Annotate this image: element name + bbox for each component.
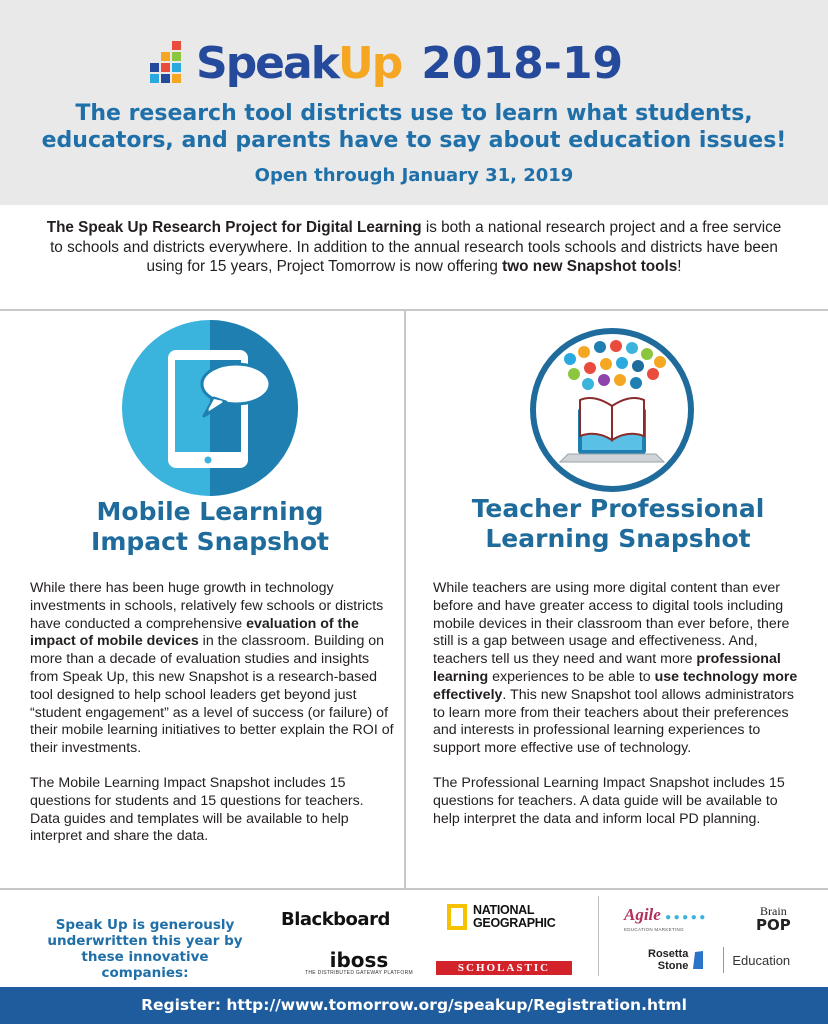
rosetta-divider — [723, 947, 724, 973]
rosetta-line2: Stone — [657, 960, 689, 972]
teacher-paragraph-1 — [433, 580, 805, 758]
mobile-tablet-icon — [122, 320, 298, 496]
open-date: Open through January 31, 2019 — [254, 165, 574, 186]
register-footer[interactable]: Register: http://www.tomorrow.org/speakup/Registration.html — [0, 987, 828, 1024]
logo-wordmark — [196, 38, 402, 89]
iboss-name: iboss — [329, 948, 389, 972]
iboss-logo — [305, 950, 413, 976]
intro-emphasis: two new Snapshot tools — [502, 258, 678, 275]
rosetta-name — [648, 948, 688, 972]
teacher-description — [433, 580, 805, 845]
mobile-title-line1: Mobile Learning — [96, 497, 324, 526]
sponsor-label: Speak Up is generously underwritten this year by these innovative companies: — [47, 917, 243, 981]
intro-text: is both a national research project and a free service to schools and districts everywhere. In addition to the annual research tools schools and districts have been using for 15 years, Project Tomorrow is now offering — [50, 219, 782, 275]
mobile-paragraph-2: The Mobile Learning Impact Snapshot includes 15 questions for students and 15 questions for teachers. Data guides and templates will be available to help interpret and share the data. — [30, 774, 364, 845]
intro-paragraph — [40, 218, 788, 277]
agile-logo — [624, 906, 705, 932]
agile-name — [624, 906, 705, 927]
rosetta-line1: Rosetta — [648, 948, 689, 960]
mobile-p1-text-2: in the classroom. Building on more than a decade of evaluation studies and insights from Speak Up, this new Snapshot is a research-based tool designed to help school leaders get beyond just “student engagement” as a level of success (or failure) of their mobile learning initiatives to better explain the ROI of their investments. — [30, 633, 394, 757]
natgeo-text — [473, 904, 555, 930]
agile-dots-icon: ● ● ● ● ● — [665, 912, 706, 923]
mobile-p1-emphasis: evaluation of the impact of mobile devices — [30, 615, 359, 650]
teacher-laptop-book-icon — [528, 326, 696, 494]
mobile-description — [30, 580, 396, 863]
brainpop-logo — [756, 904, 791, 932]
tagline-line2: educators, and parents have to say about education issues! — [41, 128, 787, 153]
teacher-p1-text: While teachers are using more digital content than ever before and have greater access to digital tools including mobile devices in their classroom than ever before, there still is a gap between usage and effectiveness. And, teachers tell us they need and want more — [433, 580, 790, 668]
intro-lead: The Speak Up Research Project for Digital Learning — [46, 219, 422, 236]
logo-squares-icon — [150, 41, 190, 87]
natgeo-line1: NATIONAL — [473, 903, 535, 917]
teacher-title-line1: Teacher Professional — [471, 494, 765, 523]
blackboard-logo: Blackboard — [281, 909, 390, 930]
brainpop-line2: POP — [756, 916, 791, 934]
teacher-p1-emphasis-1: professional learning — [433, 651, 781, 685]
brainpop-line1: Brain — [760, 904, 787, 918]
teacher-p1-emphasis-2: use technology more effectively — [433, 668, 798, 703]
rosetta-stone-icon — [691, 949, 705, 971]
mobile-p1-text: While there has been huge growth in technology investments in schools, relatively few schools or districts have conducted a comprehensive — [30, 580, 384, 632]
speakup-logo — [150, 34, 623, 94]
iboss-sub: THE DISTRIBUTED GATEWAY PLATFORM — [305, 970, 413, 976]
agile-word: Agile — [624, 905, 661, 924]
intro-end: ! — [677, 258, 682, 275]
teacher-paragraph-2: The Professional Learning Impact Snapshot includes 15 questions for teachers. A data guide will be available to help interpret the data and inform local PD planning. — [433, 774, 785, 827]
logo-up: Up — [337, 38, 402, 89]
mobile-title — [30, 497, 390, 557]
sponsor-separator — [598, 896, 599, 976]
header-band — [0, 0, 828, 205]
tagline-line1: The research tool districts use to learn what students, — [75, 101, 753, 126]
logo-speak: Speak — [196, 38, 338, 89]
natgeo-frame-icon — [447, 904, 467, 930]
agile-sub: EDUCATION MARKETING — [624, 927, 684, 932]
rosetta-stone-logo — [648, 947, 790, 973]
divider-top — [0, 309, 828, 311]
teacher-p1-text-3: . This new Snapshot tool allows administrators to learn more from their teachers about their preferences and interests in professional learning experiences to support more effective use of technology. — [433, 686, 794, 757]
teacher-p1-text-2: experiences to be able to — [488, 668, 655, 685]
rosetta-education: Education — [732, 952, 791, 968]
mobile-paragraph-1 — [30, 580, 396, 758]
mobile-title-line2: Impact Snapshot — [91, 527, 329, 556]
tagline — [0, 100, 828, 154]
natgeo-line2: GEOGRAPHIC — [473, 916, 556, 930]
teacher-title — [433, 494, 803, 554]
divider-vertical — [404, 311, 406, 889]
logo-year: 2018-19 — [421, 38, 624, 89]
scholastic-logo: SCHOLASTIC — [436, 961, 572, 975]
natgeo-logo — [447, 904, 555, 930]
teacher-title-line2: Learning Snapshot — [485, 524, 751, 553]
divider-bottom — [0, 888, 828, 890]
